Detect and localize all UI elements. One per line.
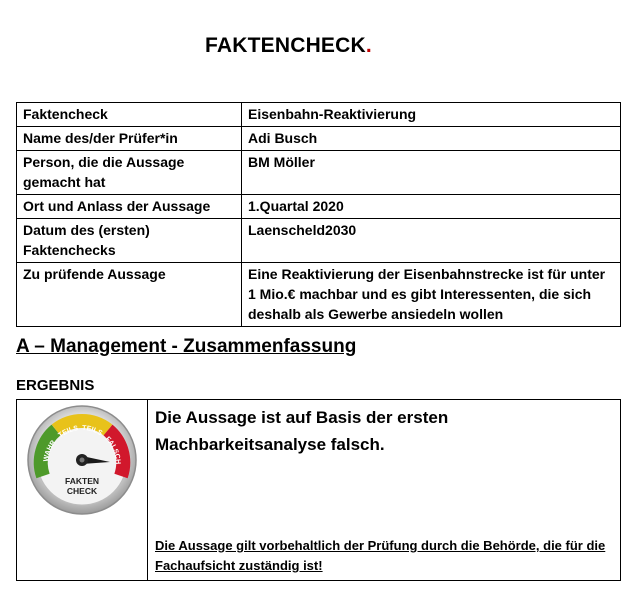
table-row [17, 195, 621, 219]
row-value: Adi Busch [242, 127, 621, 151]
table-row [17, 219, 621, 263]
row-value: 1.Quartal 2020 [242, 195, 621, 219]
row-label: Faktencheck [17, 103, 242, 127]
result-disclaimer: Die Aussage gilt vorbehaltlich der Prüfung durch die Behörde, die für die Fachaufsicht zuständig ist! [155, 538, 606, 573]
row-value: Eine Reaktivierung der Eisenbahnstrecke ist für unter 1 Mio.€ machbar und es gibt Interessenten, die sich deshalb als Gewerbe ansiedeln wollen [242, 263, 621, 327]
table-row [17, 127, 621, 151]
row-value: Eisenbahn-Reaktivierung [242, 103, 621, 127]
gauge-label-teils-1: TEILS [57, 425, 79, 440]
row-value: Laenscheld2030 [242, 219, 621, 263]
fakten-check-gauge-icon [26, 404, 138, 516]
row-label: Person, die die Aussage gemacht hat [17, 151, 242, 195]
gauge-label-falsch: FALSCH [103, 435, 122, 465]
row-label: Zu prüfende Aussage [17, 263, 242, 327]
table-row [17, 151, 621, 195]
row-label: Datum des (ersten) Faktenchecks [17, 219, 242, 263]
page-title [205, 34, 372, 58]
title-text: FAKTENCHECK [205, 34, 366, 57]
gauge-label-teils-2: TEILS [81, 424, 104, 438]
row-label: Name des/der Prüfer*in [17, 127, 242, 151]
gauge-cell [17, 400, 148, 580]
gauge-label-wahr: WAHR [42, 439, 58, 463]
gauge-center-label-1: FAKTEN [65, 476, 99, 486]
title-dot: . [365, 34, 372, 57]
table-row [17, 103, 621, 127]
row-label: Ort und Anlass der Aussage [17, 195, 242, 219]
gauge-center-label-2: CHECK [66, 486, 98, 496]
result-verdict: Die Aussage ist auf Basis der ersten Machbarkeitsanalyse falsch. [155, 408, 449, 454]
result-label: ERGEBNIS [16, 377, 95, 394]
result-box [16, 399, 621, 581]
row-value: BM Möller [242, 151, 621, 195]
table-row [17, 263, 621, 327]
result-text-cell [148, 400, 620, 580]
section-heading: A – Management - Zusammenfassung [16, 336, 357, 357]
facts-table [16, 102, 621, 327]
